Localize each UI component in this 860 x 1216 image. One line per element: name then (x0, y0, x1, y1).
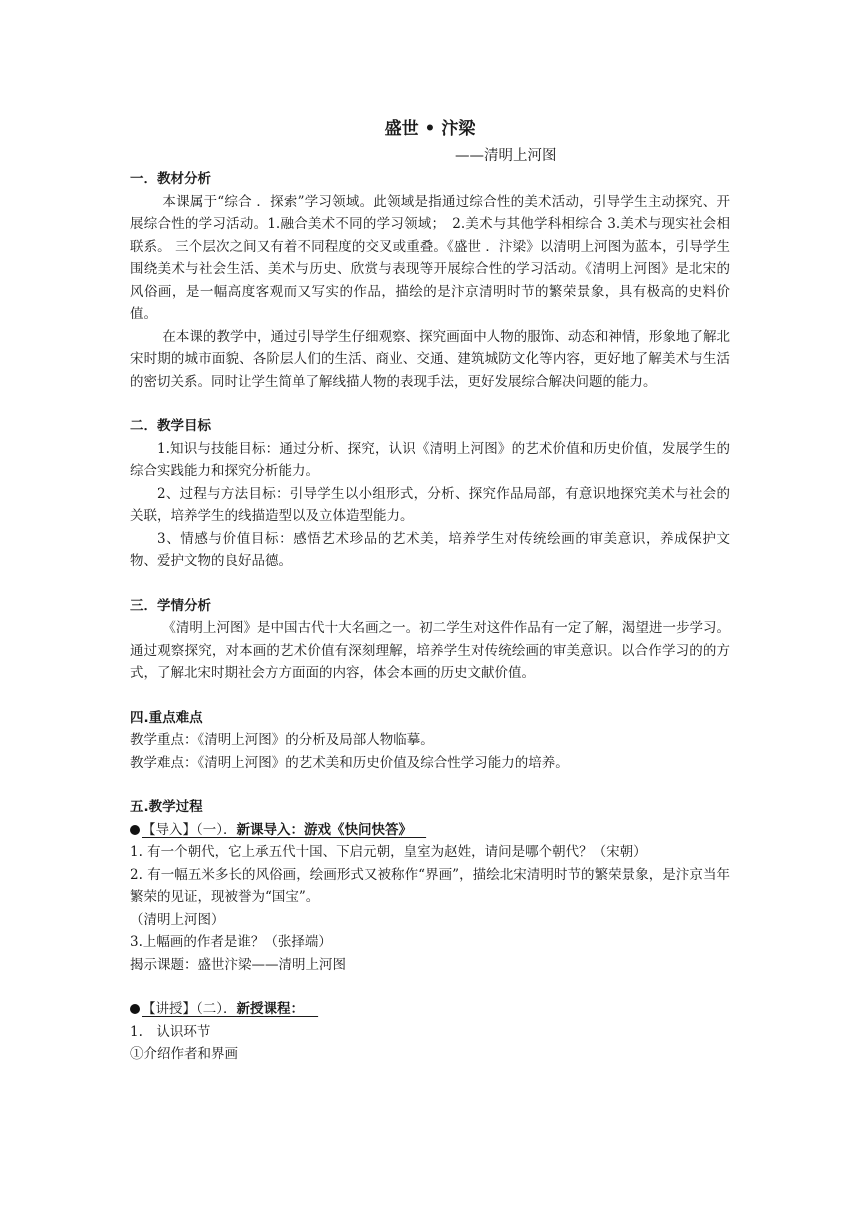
question-2-answer: （清明上河图） (130, 911, 225, 928)
difficult-point: 教学难点：《清明上河图》的艺术美和历史价值及综合性学习能力的培养。 (130, 754, 569, 771)
reveal-topic: 揭示课题：盛世汴梁——清明上河图 (130, 956, 346, 973)
teach-heading: 【讲授】（二）．新授课程： (130, 1001, 318, 1017)
question-2: 2. 有一幅五米多长的风俗画，绘画形式又被称作“界画”，描绘北宋清明时节的繁荣景象，是汴京当年繁荣的见证，现被誉为“国宝”。 (130, 866, 730, 905)
intro-heading: 【导入】（一）．新课导入：游戏《快问快答》 (130, 822, 426, 838)
paragraph-objective-1: 1.知识与技能目标：通过分析、探究，认识《清明上河图》的艺术价值和历史价值，发展学生的综合实践能力和探究分析能力。 (130, 440, 730, 479)
section-heading-key-points: 四.重点难点 (130, 709, 203, 726)
document-subtitle: ——清明上河图 (455, 148, 557, 164)
key-point: 教学重点：《清明上河图》的分析及局部人物临摹。 (130, 732, 434, 748)
paragraph-analysis-1: 本课属于“综合 ．探索”学习领域。此领域是指通过综合性的美术活动，引导学生主动探究、开展综合性的学习活动。1.融合美术不同的学习领域； 2.美术与其他学科相综合 3.美术与现实社会相联系。 三个层次之间又有着不同程度的交叉或重叠。《盛世 ．汴梁》以清明上河图为蓝本，引导学生围绕美术与社会生活、美术与历史、欣赏与表现等开展综合性的学习活动。《清明上河图》是北宋的风俗画，是一幅高度客观而又写实的作品，描绘的是汴京清明时节的繁荣景象，具有极高的史料价值。 (130, 193, 730, 322)
section-heading-process: 五.教学过程 (130, 799, 203, 815)
spacer (130, 685, 730, 707)
bullet-dot-icon (130, 825, 140, 835)
section-heading-analysis: 一．教材分析 (130, 171, 211, 187)
step-1: 1. 认识环节 (130, 1023, 211, 1040)
paragraph-objective-2: 2、过程与方法目标：引导学生以小组形式，分析、探究作品局部，有意识地探究美术与社会的关联，培养学生的线描造型以及立体造型能力。 (130, 485, 730, 524)
spacer (130, 393, 730, 415)
spacer (130, 976, 730, 998)
step-1a: ①介绍作者和界画 (130, 1046, 238, 1062)
bullet-dot-icon (130, 1004, 140, 1014)
intro-line (130, 819, 730, 842)
paragraph-objective-3: 3、情感与价值目标：感悟艺术珍品的艺术美，培养学生对传统绘画的审美意识，养成保护文物、爱护文物的良好品德。 (130, 530, 730, 569)
teach-line (130, 998, 730, 1021)
spacer (130, 573, 730, 595)
question-1: 1. 有一个朝代，它上承五代十国、下启元朝，皇室为赵姓，请问是哪个朝代？（宋朝） (130, 844, 647, 860)
paragraph-learners: 《清明上河图》是中国古代十大名画之一。初二学生对这件作品有一定了解，渴望进一步学习。通过观察探究，对本画的艺术价值有深刻理解，培养学生对传统绘画的审美意识。以合作学习的的方式，了解北宋时期社会方方面面的内容，体会本画的历史文献价值。 (130, 620, 730, 681)
section-heading-learners: 三．学情分析 (130, 597, 211, 614)
question-3: 3.上幅画的作者是谁？（张择端） (130, 934, 332, 950)
section-heading-objectives: 二．教学目标 (130, 418, 211, 434)
document-page (130, 110, 730, 1066)
spacer (130, 774, 730, 796)
paragraph-analysis-2: 在本课的教学中，通过引导学生仔细观察、探究画面中人物的服饰、动态和神情，形象地了解北宋时期的城市面貌、各阶层人们的生活、商业、交通、建筑城防文化等内容，更好地了解美术与生活的密切关系。同时让学生简单了解线描人物的表现手法，更好发展综合解决问题的能力。 (130, 328, 730, 390)
document-title: 盛世 • 汴梁 (384, 119, 476, 139)
